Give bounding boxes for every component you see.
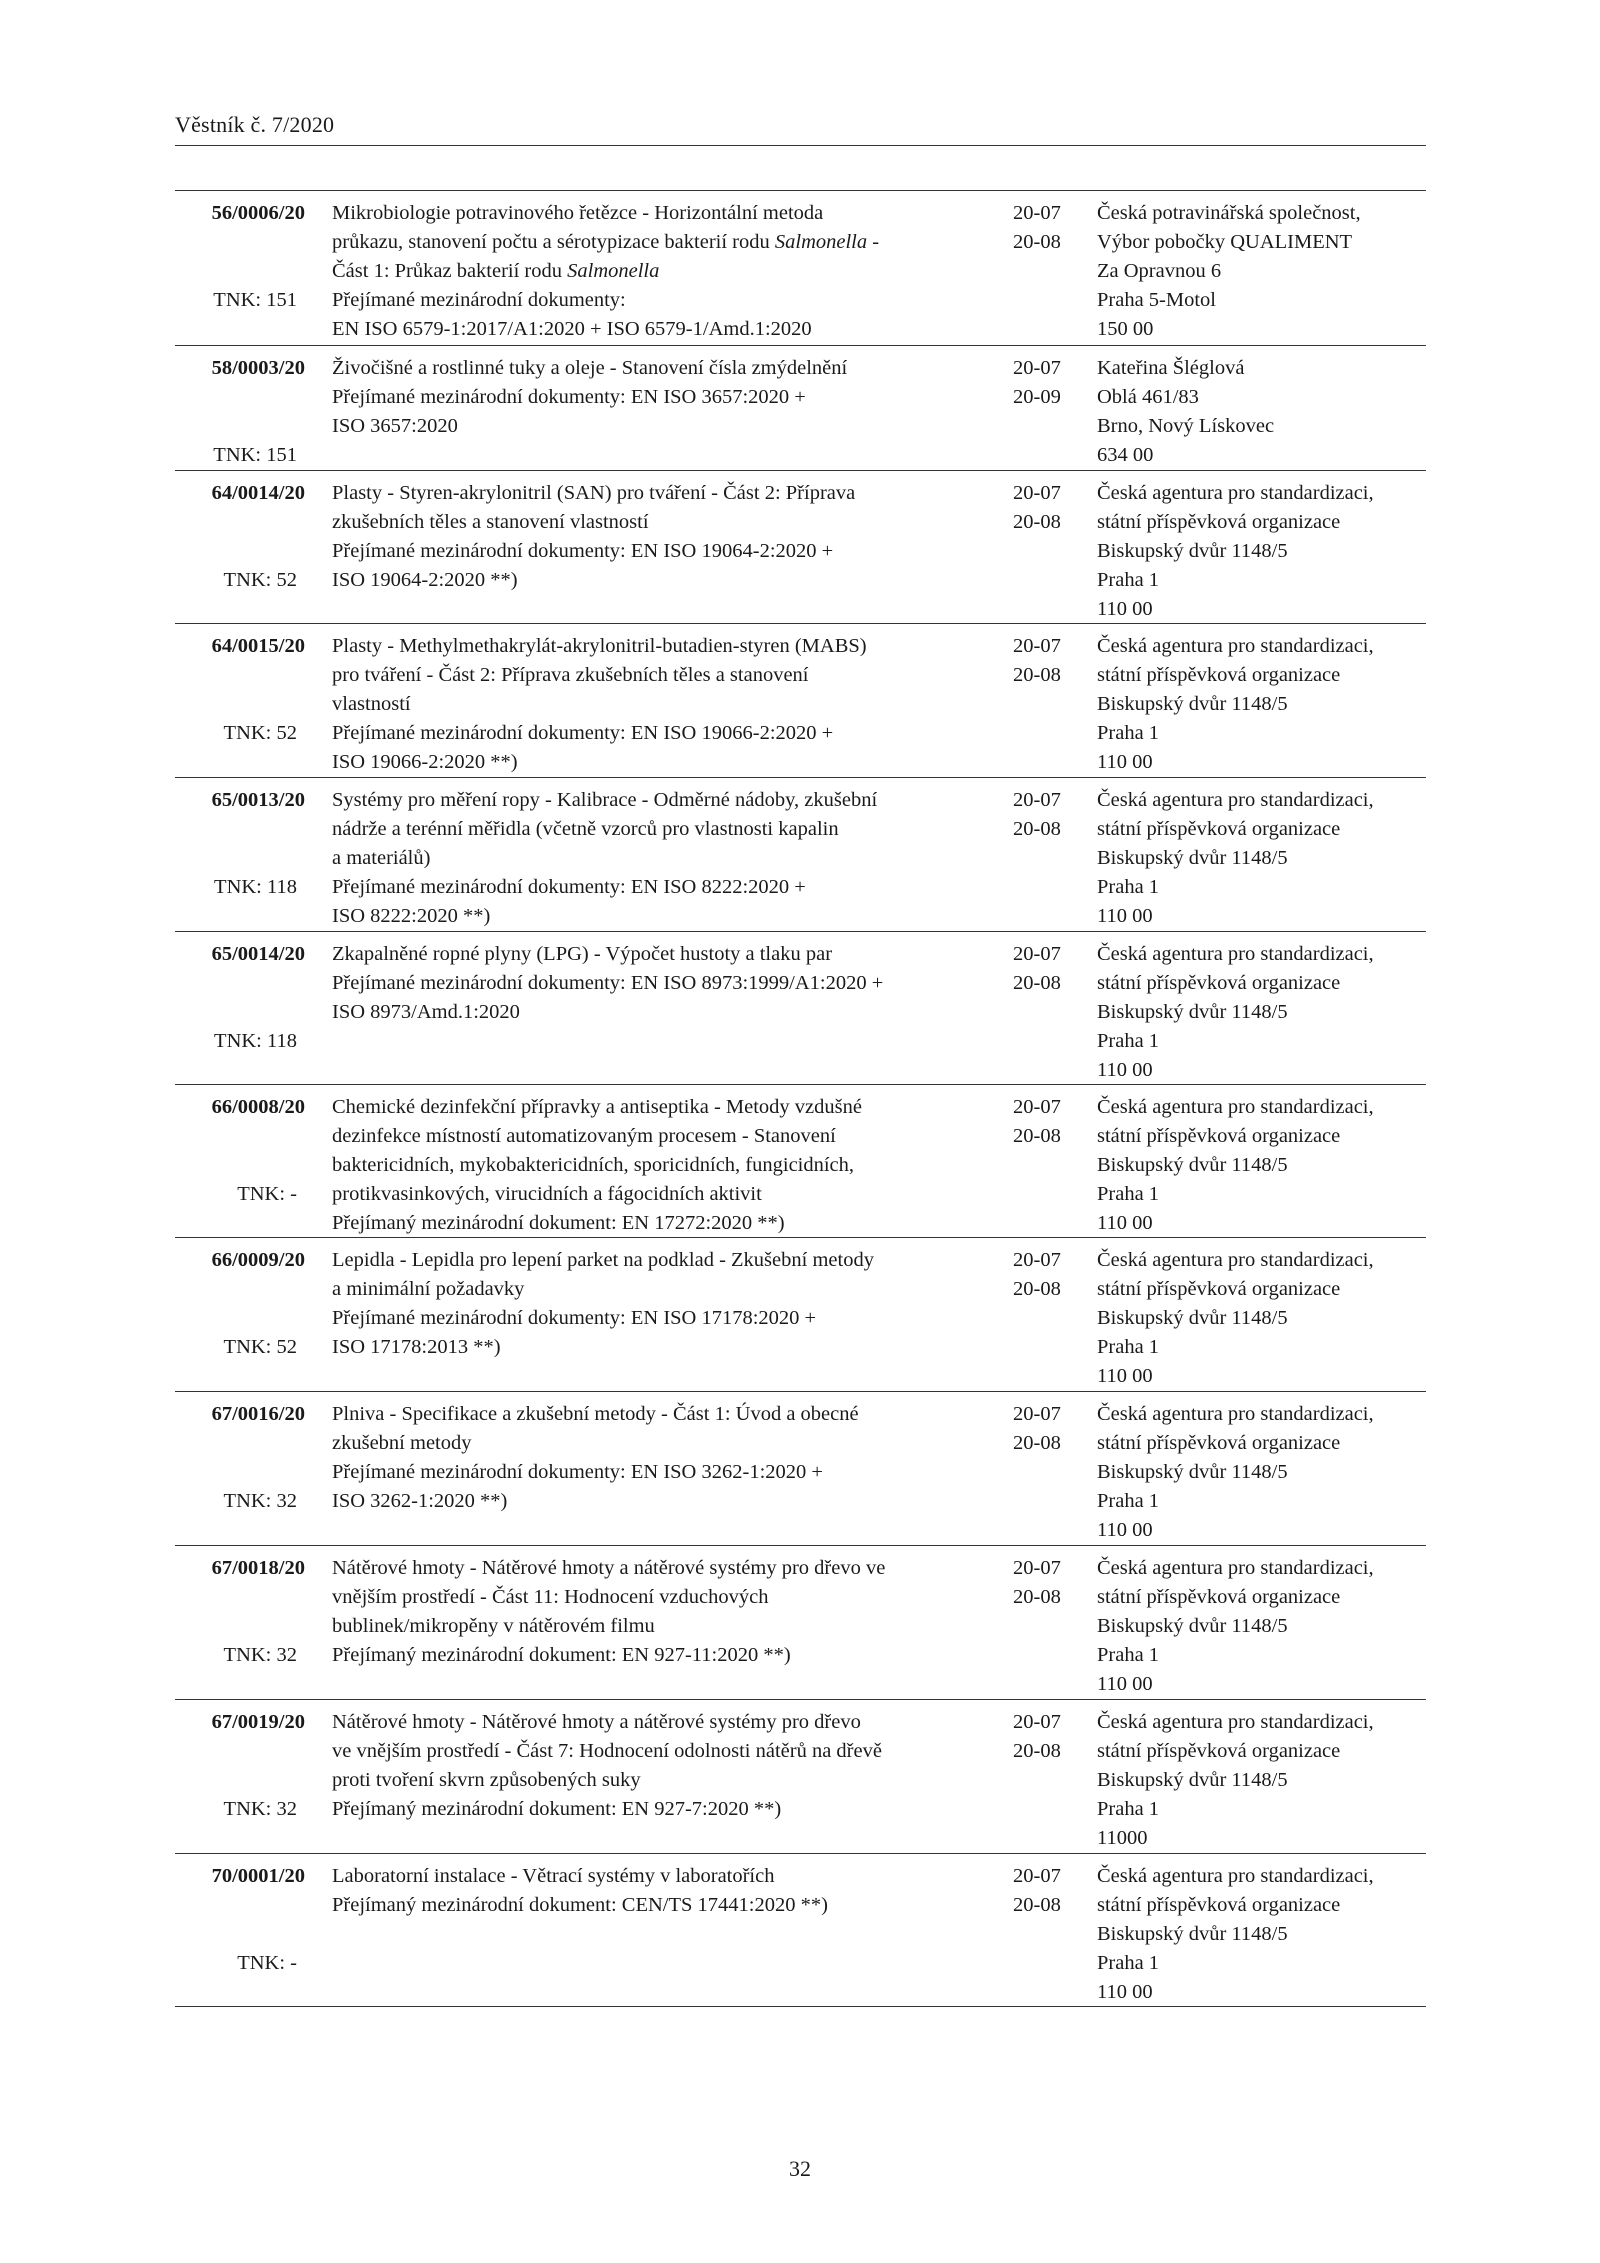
address-line: Česká agentura pro standardizaci, [1097, 943, 1374, 965]
date-line: 20-07 [1013, 1711, 1061, 1733]
address-line: Česká potravinářská společnost, [1097, 202, 1361, 224]
address-line: státní příspěvková organizace [1097, 818, 1341, 840]
entry-number-cell [175, 632, 305, 744]
date-line: 20-07 [1013, 202, 1061, 224]
title-line: Přejímaný mezinárodní dokument: EN 927-11:2020 **) [332, 1644, 791, 1666]
entry-dates-cell [1013, 354, 1083, 412]
table-row [175, 1700, 1426, 1854]
title-line: průkazu, stanovení počtu a sérotypizace bakterií rodu Salmonella - [332, 231, 880, 253]
address-line: Praha 1 [1097, 1798, 1160, 1820]
title-line: zkušební metody [332, 1432, 472, 1454]
title-line: Přejímaný mezinárodní dokument: EN 17272:2020 **) [332, 1212, 785, 1234]
table-row [175, 1854, 1426, 2007]
entry-tnk: TNK: - [237, 1952, 297, 1974]
entry-id: 58/0003/20 [211, 357, 305, 379]
address-line: 110 00 [1097, 1212, 1153, 1234]
entry-id: 64/0014/20 [211, 482, 305, 504]
address-line: 150 00 [1097, 318, 1154, 340]
bulletin-title: Věstník č. 7/2020 [175, 112, 335, 137]
page-number: 32 [789, 2156, 811, 2181]
entry-tnk: TNK: 52 [223, 569, 297, 591]
address-line: Česká agentura pro standardizaci, [1097, 1096, 1374, 1118]
entry-id: 56/0006/20 [211, 202, 305, 224]
address-line: Praha 1 [1097, 569, 1160, 591]
entry-dates-cell [1013, 940, 1083, 998]
address-line: státní příspěvková organizace [1097, 511, 1341, 533]
address-line: 110 00 [1097, 1365, 1153, 1387]
entry-tnk: TNK: 118 [214, 876, 297, 898]
entry-id: 65/0014/20 [211, 943, 305, 965]
address-line: Biskupský dvůr 1148/5 [1097, 1154, 1288, 1176]
title-line: pro tváření - Část 2: Příprava zkušebních těles a stanovení [332, 664, 809, 686]
entry-title-cell [332, 1093, 997, 1238]
address-line: Česká agentura pro standardizaci, [1097, 1249, 1374, 1271]
title-line: vlastností [332, 693, 411, 715]
address-line: 11000 [1097, 1827, 1148, 1849]
date-line: 20-07 [1013, 635, 1061, 657]
title-line: Přejímaný mezinárodní dokument: EN 927-7:2020 **) [332, 1798, 782, 1820]
title-line: Přejímané mezinárodní dokumenty: EN ISO 19066-2:2020 + [332, 722, 834, 744]
table-row [175, 471, 1426, 624]
address-line: Za Opravnou 6 [1097, 260, 1222, 282]
title-line: dezinfekce místností automatizovaným procesem - Stanovení [332, 1125, 836, 1147]
title-line: Plasty - Methylmethakrylát-akrylonitril-butadien-styren (MABS) [332, 635, 867, 657]
entry-number-cell [175, 1708, 305, 1820]
address-line: státní příspěvková organizace [1097, 1740, 1341, 1762]
entry-id: 66/0008/20 [211, 1096, 305, 1118]
table-row [175, 1085, 1426, 1238]
entry-title-cell [332, 1554, 997, 1670]
entry-address-cell [1097, 940, 1437, 1085]
table-row [175, 778, 1426, 932]
entry-number-cell [175, 940, 305, 1052]
entry-title-cell [332, 632, 997, 777]
address-line: Praha 1 [1097, 1952, 1160, 1974]
title-line: Přejímané mezinárodní dokumenty: EN ISO 8222:2020 + [332, 876, 806, 898]
entry-title-cell [332, 1708, 997, 1824]
address-line: Biskupský dvůr 1148/5 [1097, 847, 1288, 869]
title-line: Přejímaný mezinárodní dokument: CEN/TS 17441:2020 **) [332, 1894, 828, 1916]
address-line: Biskupský dvůr 1148/5 [1097, 1307, 1288, 1329]
title-line: zkušebních těles a stanovení vlastností [332, 511, 649, 533]
title-line: Zkapalněné ropné plyny (LPG) - Výpočet hustoty a tlaku par [332, 943, 833, 965]
address-line: Praha 1 [1097, 722, 1160, 744]
address-line: státní příspěvková organizace [1097, 1894, 1341, 1916]
date-line: 20-07 [1013, 1865, 1061, 1887]
entry-id: 67/0019/20 [211, 1711, 305, 1733]
address-line: Oblá 461/83 [1097, 386, 1199, 408]
entry-address-cell [1097, 632, 1437, 777]
title-line: protikvasinkových, virucidních a fágocidních aktivit [332, 1183, 762, 1205]
entry-id: 67/0016/20 [211, 1403, 305, 1425]
header-rule [175, 145, 1426, 146]
address-line: Biskupský dvůr 1148/5 [1097, 540, 1288, 562]
entry-dates-cell [1013, 1246, 1083, 1304]
entry-dates-cell [1013, 632, 1083, 690]
entry-number-cell [175, 1093, 305, 1205]
address-line: státní příspěvková organizace [1097, 1125, 1341, 1147]
entry-id: 70/0001/20 [211, 1865, 305, 1887]
address-line: Biskupský dvůr 1148/5 [1097, 1769, 1288, 1791]
entry-tnk: TNK: 118 [214, 1030, 297, 1052]
entry-dates-cell [1013, 1862, 1083, 1920]
address-line: 110 00 [1097, 598, 1153, 620]
title-line: vnějším prostředí - Část 11: Hodnocení vzduchových [332, 1586, 769, 1608]
address-line: 634 00 [1097, 444, 1154, 466]
entry-address-cell [1097, 354, 1437, 470]
title-line: Přejímané mezinárodní dokumenty: EN ISO 19064-2:2020 + [332, 540, 834, 562]
entry-address-cell [1097, 1093, 1437, 1238]
entry-number-cell [175, 1246, 305, 1358]
title-line: Živočišné a rostlinné tuky a oleje - Stanovení čísla zmýdelnění [332, 357, 848, 379]
entry-title-cell [332, 479, 997, 595]
title-line: Nátěrové hmoty - Nátěrové hmoty a nátěrové systémy pro dřevo ve [332, 1557, 886, 1579]
title-line: Mikrobiologie potravinového řetězce - Horizontální metoda [332, 202, 824, 224]
date-line: 20-08 [1013, 1586, 1061, 1608]
title-line: a materiálů) [332, 847, 431, 869]
address-line: státní příspěvková organizace [1097, 972, 1341, 994]
title-line: bublinek/mikropěny v nátěrovém filmu [332, 1615, 655, 1637]
address-line: státní příspěvková organizace [1097, 1278, 1341, 1300]
entry-dates-cell [1013, 786, 1083, 844]
entry-address-cell [1097, 479, 1437, 624]
address-line: Praha 1 [1097, 1336, 1160, 1358]
entry-id: 64/0015/20 [211, 635, 305, 657]
title-line: ISO 8973/Amd.1:2020 [332, 1001, 520, 1023]
date-line: 20-07 [1013, 1557, 1061, 1579]
entry-dates-cell [1013, 1708, 1083, 1766]
entry-tnk: TNK: 52 [223, 1336, 297, 1358]
address-line: Česká agentura pro standardizaci, [1097, 1557, 1374, 1579]
address-line: 110 00 [1097, 905, 1153, 927]
date-line: 20-07 [1013, 1096, 1061, 1118]
title-line: Část 1: Průkaz bakterií rodu Salmonella [332, 260, 660, 282]
address-line: Kateřina Šléglová [1097, 357, 1245, 379]
address-line: 110 00 [1097, 1519, 1153, 1541]
entry-tnk: TNK: 52 [223, 722, 297, 744]
address-line: Biskupský dvůr 1148/5 [1097, 1461, 1288, 1483]
title-line: Plasty - Styren-akrylonitril (SAN) pro tváření - Část 2: Příprava [332, 482, 856, 504]
address-line: Biskupský dvůr 1148/5 [1097, 1001, 1288, 1023]
address-line: Praha 5-Motol [1097, 289, 1216, 311]
entry-address-cell [1097, 1400, 1437, 1545]
entry-address-cell [1097, 1708, 1437, 1853]
address-line: Česká agentura pro standardizaci, [1097, 635, 1374, 657]
table-row [175, 1238, 1426, 1392]
title-line: Přejímané mezinárodní dokumenty: EN ISO 3262-1:2020 + [332, 1461, 823, 1483]
title-line: Přejímané mezinárodní dokumenty: EN ISO 3657:2020 + [332, 386, 806, 408]
address-line: Praha 1 [1097, 876, 1160, 898]
address-line: Česká agentura pro standardizaci, [1097, 1403, 1374, 1425]
title-line: Chemické dezinfekční přípravky a antiseptika - Metody vzdušné [332, 1096, 862, 1118]
entry-id: 66/0009/20 [211, 1249, 305, 1271]
entry-number-cell [175, 786, 305, 898]
table-row [175, 624, 1426, 778]
entry-tnk: TNK: 32 [223, 1490, 297, 1512]
entry-tnk: TNK: 32 [223, 1798, 297, 1820]
date-line: 20-08 [1013, 818, 1061, 840]
address-line: Praha 1 [1097, 1490, 1160, 1512]
entry-address-cell [1097, 1554, 1437, 1699]
date-line: 20-08 [1013, 972, 1061, 994]
entry-address-cell [1097, 786, 1437, 931]
entry-number-cell [175, 1400, 305, 1512]
entry-dates-cell [1013, 1554, 1083, 1612]
entry-title-cell [332, 1862, 997, 1920]
entry-address-cell [1097, 1246, 1437, 1391]
date-line: 20-08 [1013, 1432, 1061, 1454]
title-line: ISO 17178:2013 **) [332, 1336, 501, 1358]
standards-table [175, 190, 1426, 2007]
entry-title-cell [332, 354, 997, 441]
entry-tnk: TNK: - [237, 1183, 297, 1205]
date-line: 20-08 [1013, 1894, 1061, 1916]
date-line: 20-07 [1013, 1249, 1061, 1271]
title-line: baktericidních, mykobaktericidních, sporicidních, fungicidních, [332, 1154, 855, 1176]
date-line: 20-08 [1013, 1278, 1061, 1300]
address-line: státní příspěvková organizace [1097, 664, 1341, 686]
entry-number-cell [175, 1862, 305, 1974]
title-line: ISO 3657:2020 [332, 415, 458, 437]
table-row [175, 932, 1426, 1085]
entry-dates-cell [1013, 479, 1083, 537]
address-line: Praha 1 [1097, 1644, 1160, 1666]
address-line: Biskupský dvůr 1148/5 [1097, 1923, 1288, 1945]
title-line: EN ISO 6579-1:2017/A1:2020 + ISO 6579-1/Amd.1:2020 [332, 318, 812, 340]
address-line: Výbor pobočky QUALIMENT [1097, 231, 1353, 253]
title-line: Plniva - Specifikace a zkušební metody - Část 1: Úvod a obecné [332, 1403, 859, 1425]
date-line: 20-07 [1013, 943, 1061, 965]
entry-dates-cell [1013, 1400, 1083, 1458]
title-line: Systémy pro měření ropy - Kalibrace - Odměrné nádoby, zkušební [332, 789, 878, 811]
address-line: Biskupský dvůr 1148/5 [1097, 1615, 1288, 1637]
entry-title-cell [332, 786, 997, 931]
date-line: 20-09 [1013, 386, 1061, 408]
title-line: Přejímané mezinárodní dokumenty: EN ISO 17178:2020 + [332, 1307, 817, 1329]
entry-number-cell [175, 1554, 305, 1666]
date-line: 20-07 [1013, 357, 1061, 379]
date-line: 20-07 [1013, 1403, 1061, 1425]
address-line: Česká agentura pro standardizaci, [1097, 1711, 1374, 1733]
entry-number-cell [175, 354, 305, 466]
entry-id: 67/0018/20 [211, 1557, 305, 1579]
title-line: ISO 19064-2:2020 **) [332, 569, 518, 591]
title-line: Nátěrové hmoty - Nátěrové hmoty a nátěrové systémy pro dřevo [332, 1711, 861, 1733]
address-line: Praha 1 [1097, 1183, 1160, 1205]
address-line: 110 00 [1097, 1981, 1153, 2003]
date-line: 20-07 [1013, 482, 1061, 504]
table-row [175, 1392, 1426, 1546]
title-line: a minimální požadavky [332, 1278, 525, 1300]
entry-title-cell [332, 940, 997, 1027]
address-line: 110 00 [1097, 1673, 1153, 1695]
address-line: 110 00 [1097, 1059, 1153, 1081]
title-line: nádrže a terénní měřidla (včetně vzorců pro vlastnosti kapalin [332, 818, 839, 840]
address-line: státní příspěvková organizace [1097, 1432, 1341, 1454]
entry-id: 65/0013/20 [211, 789, 305, 811]
address-line: Biskupský dvůr 1148/5 [1097, 693, 1288, 715]
table-row [175, 346, 1426, 471]
title-line: Laboratorní instalace - Větrací systémy v laboratořích [332, 1865, 775, 1887]
date-line: 20-08 [1013, 1125, 1061, 1147]
address-line: Brno, Nový Lískovec [1097, 415, 1275, 437]
title-line: Přejímané mezinárodní dokumenty: [332, 289, 626, 311]
entry-dates-cell [1013, 1093, 1083, 1151]
entry-title-cell [332, 1246, 997, 1362]
table-row [175, 191, 1426, 346]
title-line: ISO 3262-1:2020 **) [332, 1490, 508, 1512]
date-line: 20-08 [1013, 231, 1061, 253]
entry-tnk: TNK: 151 [213, 444, 297, 466]
address-line: 110 00 [1097, 751, 1153, 773]
entry-tnk: TNK: 32 [223, 1644, 297, 1666]
entry-number-cell [175, 479, 305, 591]
title-line: Lepidla - Lepidla pro lepení parket na podklad - Zkušební metody [332, 1249, 874, 1271]
entry-dates-cell [1013, 199, 1083, 257]
entry-address-cell [1097, 199, 1437, 344]
title-line: proti tvoření skvrn způsobených suky [332, 1769, 641, 1791]
title-line: ISO 19066-2:2020 **) [332, 751, 518, 773]
date-line: 20-08 [1013, 511, 1061, 533]
entry-address-cell [1097, 1862, 1437, 2007]
address-line: státní příspěvková organizace [1097, 1586, 1341, 1608]
entry-number-cell [175, 199, 305, 311]
address-line: Praha 1 [1097, 1030, 1160, 1052]
date-line: 20-07 [1013, 789, 1061, 811]
date-line: 20-08 [1013, 664, 1061, 686]
page-header [175, 112, 1426, 138]
address-line: Česká agentura pro standardizaci, [1097, 1865, 1374, 1887]
table-row [175, 1546, 1426, 1700]
title-line: Přejímané mezinárodní dokumenty: EN ISO 8973:1999/A1:2020 + [332, 972, 884, 994]
entry-title-cell [332, 1400, 997, 1516]
title-line: ISO 8222:2020 **) [332, 905, 491, 927]
address-line: Česká agentura pro standardizaci, [1097, 789, 1374, 811]
address-line: Česká agentura pro standardizaci, [1097, 482, 1374, 504]
title-line: ve vnějším prostředí - Část 7: Hodnocení odolnosti nátěrů na dřevě [332, 1740, 882, 1762]
entry-title-cell [332, 199, 997, 344]
date-line: 20-08 [1013, 1740, 1061, 1762]
entry-tnk: TNK: 151 [213, 289, 297, 311]
